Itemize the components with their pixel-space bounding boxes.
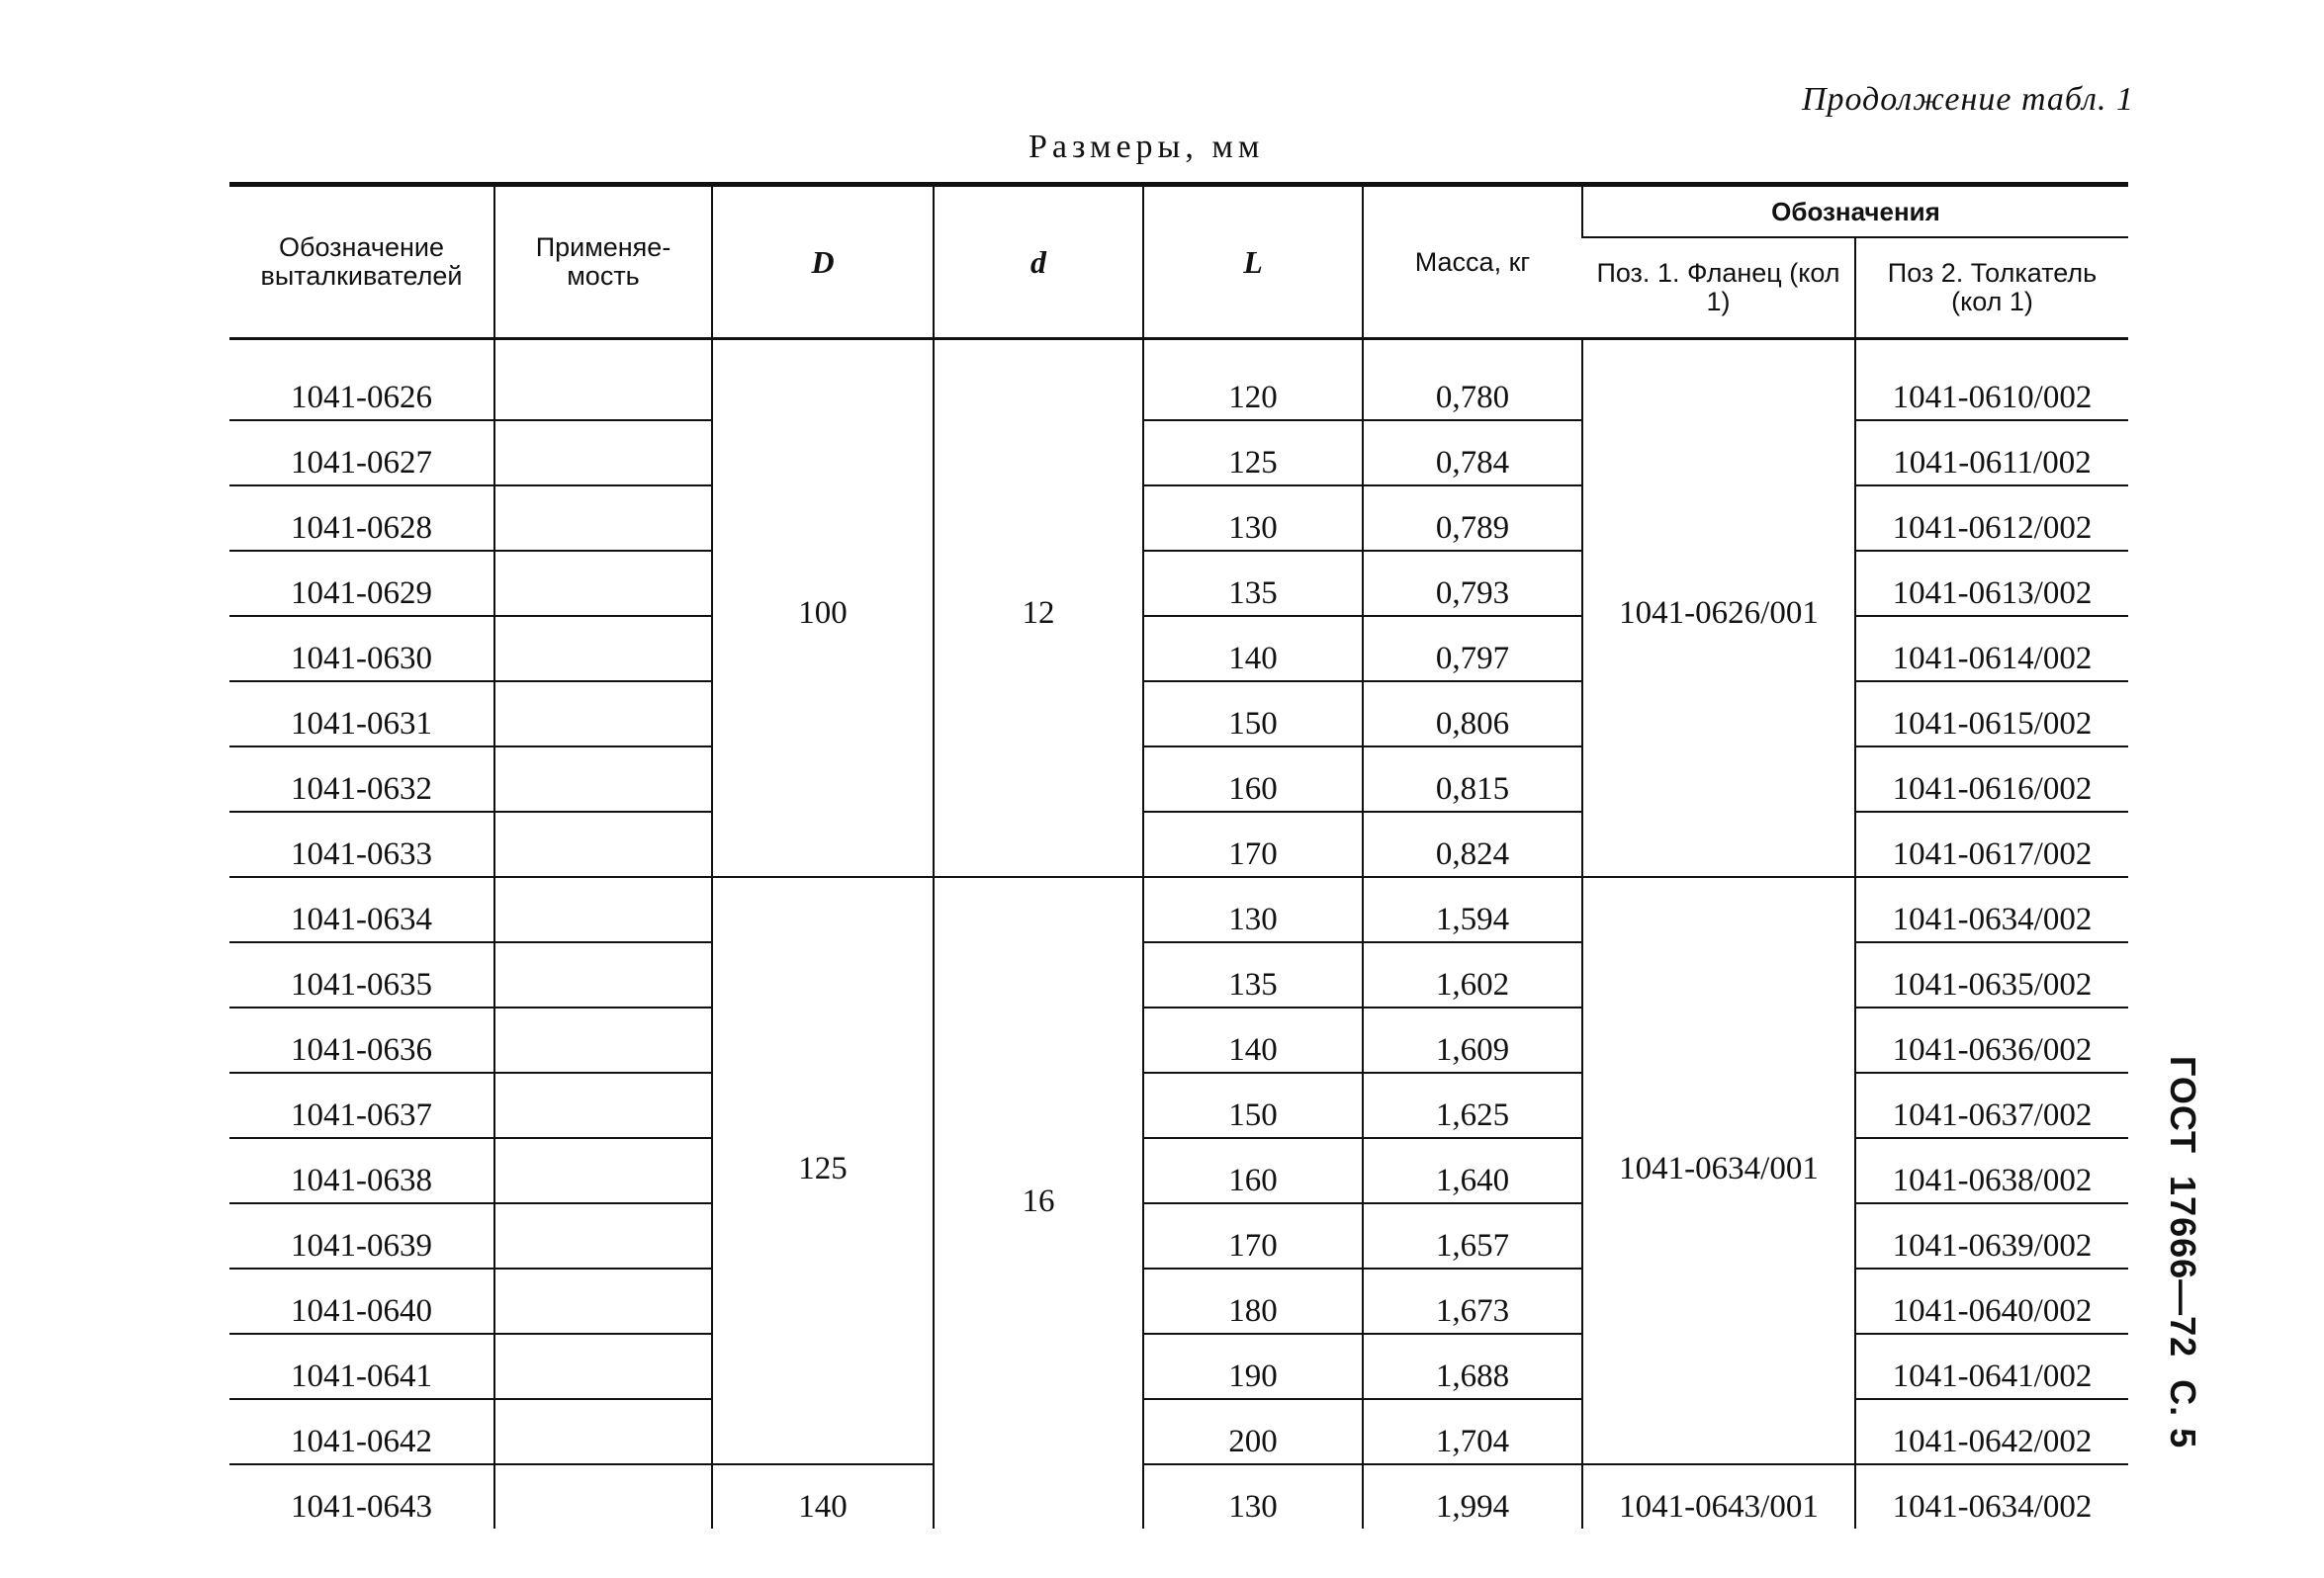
ejector-table-container [229, 182, 2128, 1529]
cell-mass: 0,797 [1363, 616, 1582, 681]
cell-designation: 1041-0636 [229, 1008, 494, 1073]
header-L: L [1143, 185, 1363, 339]
cell-pos2: 1041-0641/002 [1855, 1334, 2128, 1399]
cell-L: 170 [1143, 812, 1363, 877]
cell-applicability [494, 942, 712, 1008]
cell-mass: 0,789 [1363, 485, 1582, 551]
cell-mass: 0,824 [1363, 812, 1582, 877]
cell-designation: 1041-0631 [229, 681, 494, 746]
cell-L: 200 [1143, 1399, 1363, 1464]
cell-L: 125 [1143, 420, 1363, 485]
cell-applicability [494, 1334, 712, 1399]
cell-pos2: 1041-0616/002 [1855, 746, 2128, 812]
table-row [229, 1464, 2128, 1529]
cell-d: 16 [934, 877, 1143, 1529]
cell-applicability [494, 1203, 712, 1269]
cell-designation: 1041-0634 [229, 877, 494, 942]
cell-applicability [494, 339, 712, 421]
cell-pos1: 1041-0634/001 [1582, 877, 1855, 1464]
header-mass: Масса, кг [1363, 185, 1582, 339]
cell-designation: 1041-0633 [229, 812, 494, 877]
cell-pos2: 1041-0636/002 [1855, 1008, 2128, 1073]
cell-pos2: 1041-0612/002 [1855, 485, 2128, 551]
cell-mass: 0,780 [1363, 339, 1582, 421]
cell-mass: 0,784 [1363, 420, 1582, 485]
cell-L: 135 [1143, 942, 1363, 1008]
cell-designation: 1041-0643 [291, 1489, 432, 1525]
cell-designation: 1041-0640 [229, 1269, 494, 1334]
cell-L: 140 [1143, 1008, 1363, 1073]
cell-applicability [494, 812, 712, 877]
cell-pos2: 1041-0634/002 [1855, 877, 2128, 942]
cell-D: 125 [712, 877, 934, 1464]
cell-designation: 1041-0635 [229, 942, 494, 1008]
cell-pos2: 1041-0615/002 [1855, 681, 2128, 746]
cell-applicability [494, 1269, 712, 1334]
cell-applicability [494, 1464, 712, 1529]
cell-mass: 1,640 [1363, 1138, 1582, 1203]
cell-applicability [494, 681, 712, 746]
header-designation: Обозначение выталкивателей [260, 232, 463, 291]
cell-applicability [494, 1138, 712, 1203]
cell-mass: 1,602 [1363, 942, 1582, 1008]
cell-mass: 1,609 [1363, 1008, 1582, 1073]
cell-applicability [494, 551, 712, 616]
cell-L: 160 [1143, 746, 1363, 812]
cell-pos2: 1041-0638/002 [1855, 1138, 2128, 1203]
cell-pos2: 1041-0613/002 [1855, 551, 2128, 616]
table-row [229, 877, 2128, 942]
cell-designation: 1041-0632 [229, 746, 494, 812]
cell-designation: 1041-0629 [229, 551, 494, 616]
cell-L: 135 [1143, 551, 1363, 616]
cell-L: 140 [1143, 616, 1363, 681]
cell-mass: 0,806 [1363, 681, 1582, 746]
cell-mass: 1,704 [1363, 1399, 1582, 1464]
header-applicability: Применяе-мость [494, 185, 712, 339]
cell-d: 12 [934, 339, 1143, 878]
cell-pos2: 1041-0610/002 [1855, 339, 2128, 421]
ejector-table [229, 182, 2128, 1529]
cell-mass: 0,815 [1363, 746, 1582, 812]
dimensions-title: Размеры, мм [1028, 129, 1265, 165]
cell-applicability [494, 1399, 712, 1464]
cell-pos2: 1041-0634/002 [1855, 1464, 2128, 1529]
cell-L: 160 [1143, 1138, 1363, 1203]
cell-pos1: 1041-0643/001 [1582, 1464, 1855, 1529]
cell-designation: 1041-0637 [229, 1073, 494, 1138]
cell-applicability [494, 746, 712, 812]
cell-L: 190 [1143, 1334, 1363, 1399]
cell-L: 130 [1143, 1464, 1363, 1529]
cell-L: 150 [1143, 1073, 1363, 1138]
cell-applicability [494, 485, 712, 551]
cell-pos2: 1041-0617/002 [1855, 812, 2128, 877]
cell-designation: 1041-0638 [229, 1138, 494, 1203]
cell-mass: 1,625 [1363, 1073, 1582, 1138]
cell-pos1: 1041-0626/001 [1582, 339, 1855, 878]
cell-L: 130 [1143, 485, 1363, 551]
cell-L: 170 [1143, 1203, 1363, 1269]
cell-L: 150 [1143, 681, 1363, 746]
header-pos1-flange: Поз. 1. Фланец (кол 1) [1596, 258, 1840, 316]
cell-D: 140 [712, 1464, 934, 1529]
cell-L: 180 [1143, 1269, 1363, 1334]
table-row [229, 339, 2128, 421]
cell-pos2: 1041-0635/002 [1855, 942, 2128, 1008]
cell-L: 120 [1143, 339, 1363, 421]
cell-designation: 1041-0626 [229, 339, 494, 421]
cell-mass: 1,994 [1363, 1464, 1582, 1529]
header-D: D [712, 185, 934, 339]
cell-applicability [494, 616, 712, 681]
header-pos2-pusher: Поз 2. Толкатель (кол 1) [1855, 237, 2128, 339]
header-d: d [934, 185, 1143, 339]
cell-mass: 1,594 [1363, 877, 1582, 942]
cell-designation: 1041-0641 [229, 1334, 494, 1399]
standard-page-label: ГОСТ 17666—72 С. 5 [2163, 1056, 2203, 1449]
cell-pos2: 1041-0637/002 [1855, 1073, 2128, 1138]
cell-applicability [494, 1008, 712, 1073]
header-designations-group: Обозначения [1582, 185, 2128, 238]
cell-L: 130 [1143, 877, 1363, 942]
cell-pos2: 1041-0611/002 [1855, 420, 2128, 485]
cell-mass: 1,688 [1363, 1334, 1582, 1399]
cell-designation: 1041-0642 [229, 1399, 494, 1464]
cell-applicability [494, 877, 712, 942]
cell-designation: 1041-0627 [229, 420, 494, 485]
cell-designation: 1041-0639 [229, 1203, 494, 1269]
cell-mass: 1,673 [1363, 1269, 1582, 1334]
cell-pos2: 1041-0614/002 [1855, 616, 2128, 681]
cell-D: 100 [712, 339, 934, 878]
cell-designation: 1041-0630 [229, 616, 494, 681]
cell-pos2: 1041-0640/002 [1855, 1269, 2128, 1334]
table-body [229, 339, 2128, 1530]
cell-pos2: 1041-0639/002 [1855, 1203, 2128, 1269]
table-header [229, 185, 2128, 339]
cell-mass: 0,793 [1363, 551, 1582, 616]
cell-mass: 1,657 [1363, 1203, 1582, 1269]
cell-applicability [494, 1073, 712, 1138]
continuation-note: Продолжение табл. 1 [1801, 81, 2134, 118]
cell-pos2: 1041-0642/002 [1855, 1399, 2128, 1464]
cell-designation: 1041-0628 [229, 485, 494, 551]
cell-applicability [494, 420, 712, 485]
